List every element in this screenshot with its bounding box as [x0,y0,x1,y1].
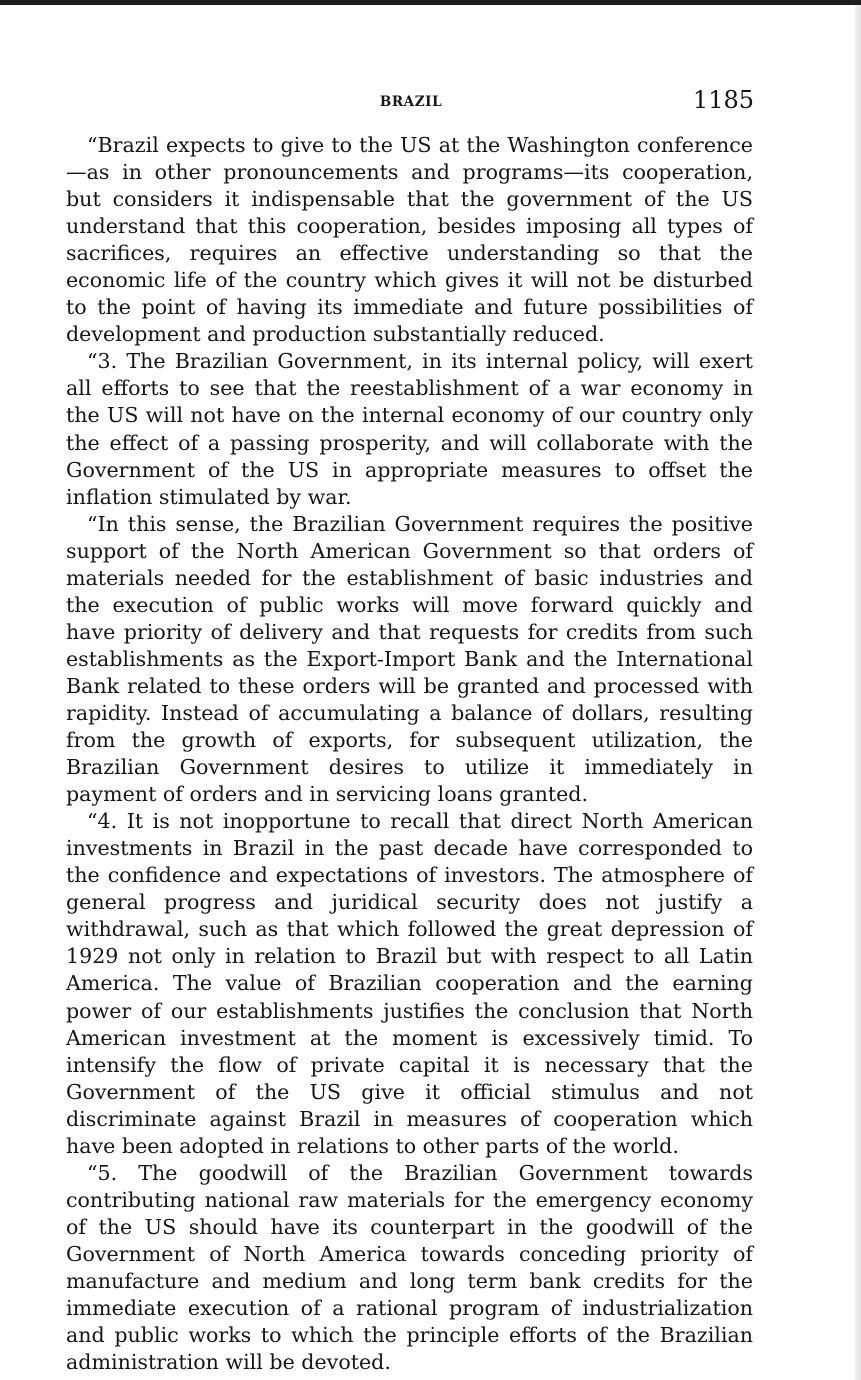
document-body [66,132,753,1376]
paragraph-point-5: “5. The goodwill of the Brazilian Government towards contributing national raw materials for the emergency economy of the US should have its counterpart in the goodwill of the Government of North America towards conceding priority of manufacture and medium and long term bank credits for the immediate execution of a rational program of industrialization and public works to which the principle efforts of the Brazilian administration will be devoted. [66,1160,753,1375]
scan-right-margin-shadow [855,5,861,1380]
paragraph-brazil-expects: “Brazil expects to give to the US at the Washington conference—as in other pronouncements and programs—its cooperation, but considers it indispensable that the government of the US understand that this cooperation, besides imposing all types of sacrifices, requires an effective understanding so that the economic life of the country which gives it will not be disturbed to the point of having its immediate and future possibilities of development and production substantially reduced. [66,133,753,347]
running-header-title: BRAZIL [379,94,443,110]
page-number: 1185 [692,86,754,114]
paragraph-point-4: “4. It is not inopportune to recall that direct North American investments in Brazil in the past decade have corresponded to the confidence and expectations of investors. The atmosphere of general progress and juridical security does not justify a withdrawal, such as that which followed the great depression of 1929 not only in relation to Brazil but with respect to all Latin America. The value of Brazilian cooperation and the earning power of our establishments justifies the conclusion that North American investment at the moment is excessively timid. To intensify the flow of private capital it is necessary that the Government of the US give it official stimulus and not discriminate against Brazil in measures of cooperation which have been adopted in relations to other parts of the world. [66,809,753,1158]
paragraph-point-3: “3. The Brazilian Government, in its internal policy, will exert all efforts to see that the reestablishment of a war economy in the US will not have on the internal economy of our country only the effect of a passing prosperity, and will collaborate with the Government of the US in appropriate measures to offset the inflation stimulated by war. [66,349,753,509]
scan-top-border [0,0,861,5]
paragraph-in-this-sense: “In this sense, the Brazilian Government requires the positive support of the North American Government so that orders of materials needed for the establishment of basic industries and the execution of public works will move forward quickly and have priority of delivery and that requests for credits from such establishments as the Export-Import Bank and the International Bank related to these orders will be granted and processed with rapidity. Instead of accumulating a balance of dollars, resulting from the growth of exports, for subsequent utilization, the Brazilian Government desires to utilize it immediately in payment of orders and in servicing loans granted. [66,511,753,807]
